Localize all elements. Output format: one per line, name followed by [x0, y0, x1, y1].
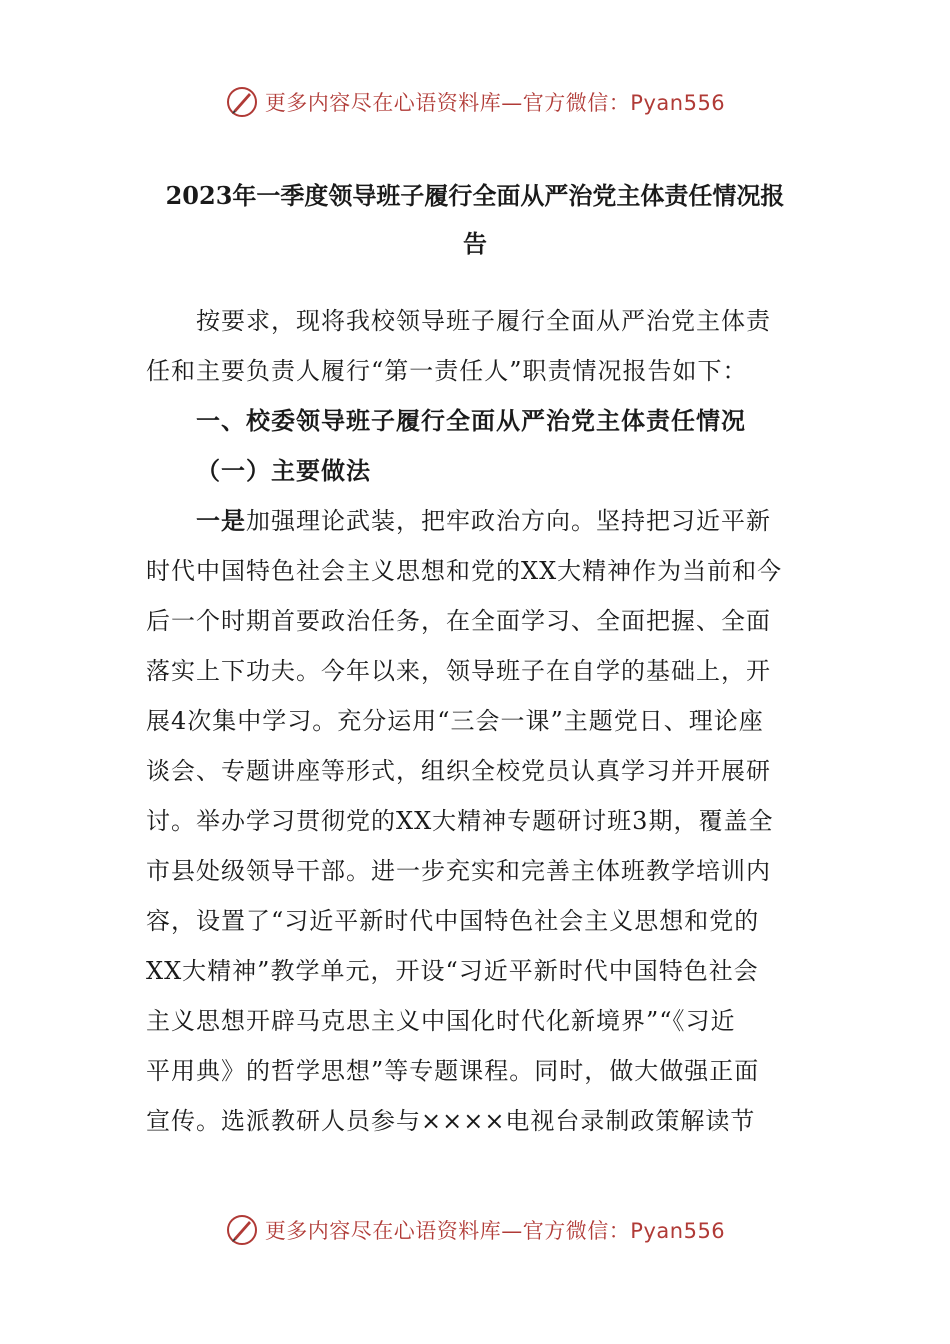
paragraph-line: 后一个时期首要政治任务，在全面学习、全面把握、全面 [146, 607, 771, 635]
watermark-text: 更多内容尽在心语资料库—官方微信：Pyan556 [264, 91, 726, 115]
paragraph-line: 宣传。选派教研人员参与××××电视台录制政策解读节 [146, 1107, 756, 1135]
watermark-footer [0, 1208, 950, 1252]
intro-line: 按要求，现将我校领导班子履行全面从严治党主体责 [196, 307, 771, 335]
section-heading: 一、校委领导班子履行全面从严治党主体责任情况 [196, 406, 746, 435]
paragraph-line: 容，设置了“习近平新时代中国特色社会主义思想和党的 [146, 907, 760, 935]
watermark-header [0, 80, 950, 124]
paragraph-line: 平用典》的哲学思想”等专题课程。同时，做大做强正面 [146, 1057, 760, 1085]
paragraph-first-line: 一是加强理论武装，把牢政治方向。坚持把习近平新 [196, 506, 771, 535]
paragraph-line: 谈会、专题讲座等形式，组织全校党员认真学习并开展研 [146, 757, 771, 785]
quill-logo-icon [225, 1213, 259, 1247]
paragraph-line: 讨。举办学习贯彻党的XX大精神专题研讨班3期，覆盖全 [146, 807, 774, 835]
watermark-text: 更多内容尽在心语资料库—官方微信：Pyan556 [264, 1219, 726, 1243]
subsection-heading: （一）主要做法 [196, 456, 371, 485]
paragraph-lead: 一是 [196, 506, 246, 535]
paragraph-line: 展4次集中学习。充分运用“三会一课”主题党日、理论座 [146, 707, 764, 735]
intro-line: 任和主要负责人履行“第一责任人”职责情况报告如下： [146, 357, 748, 385]
doc-title-line-1: 2023年一季度领导班子履行全面从严治党主体责任情况报 [165, 181, 785, 210]
paragraph-line: 落实上下功夫。今年以来，领导班子在自学的基础上，开 [146, 657, 771, 685]
doc-title-line-2: 告 [463, 229, 487, 258]
paragraph-line: 市县处级领导干部。进一步充实和完善主体班教学培训内 [146, 857, 771, 885]
paragraph-line: 主义思想开辟马克思主义中国化时代化新境界”“《习近 [146, 1007, 736, 1035]
paragraph-line: 时代中国特色社会主义思想和党的XX大精神作为当前和今 [146, 557, 783, 585]
quill-logo-icon [225, 85, 259, 119]
paragraph-line: XX大精神”教学单元，开设“习近平新时代中国特色社会 [146, 957, 759, 985]
